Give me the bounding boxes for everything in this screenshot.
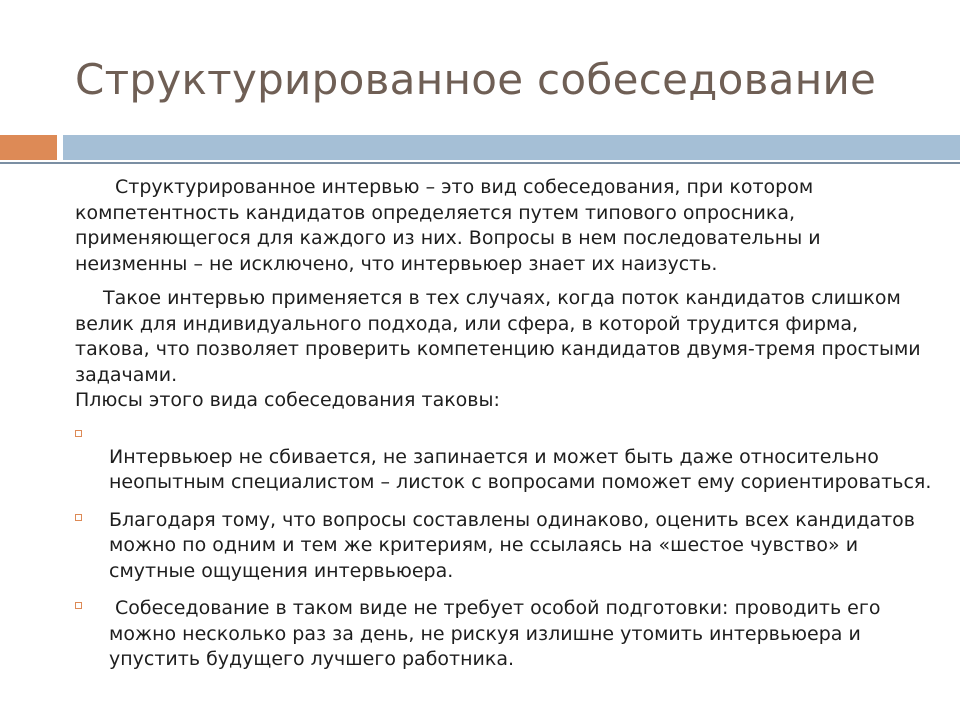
slide-content xyxy=(75,175,935,685)
usage-paragraph: Такое интервью применяется в тех случаях, когда поток кандидатов слишком велик для индивидуального подхода, или сфера, в которой трудится фирма, такова, что позволяет проверить компетенцию кандидатов двумя-тремя простыми задачами. xyxy=(75,287,921,386)
list-item xyxy=(75,424,935,496)
square-bullet-icon xyxy=(75,602,82,609)
square-bullet-icon xyxy=(75,514,82,521)
list-item xyxy=(75,596,935,673)
intro-paragraph: Структурированное интервью – это вид собеседования, при котором компетентность кандидатов определяется путем типового опросника, применяющегося для каждого из них. Вопросы в нем последовательны и неизменны – не исключено, что интервьюер знает их наизусть. xyxy=(75,176,821,275)
title-divider-line xyxy=(0,162,960,164)
list-item-text: Благодаря тому, что вопросы составлены одинаково, оценить всех кандидатов можно по одним и тем же критериям, не ссылаясь на «шестое чувство» и смутные ощущения интервьюера. xyxy=(109,508,915,582)
pluses-heading: Плюсы этого вида собеседования таковы: xyxy=(75,389,500,411)
slide-title: Структурированное собеседование xyxy=(75,55,877,104)
title-accent-bar-blue xyxy=(63,135,960,160)
list-item-text: Интервьюер не сбивается, не запинается и может быть даже относительно неопытным специалистом – листок с вопросами поможет ему сориентироваться. xyxy=(109,445,932,493)
list-item xyxy=(75,508,935,585)
title-accent-bar-orange xyxy=(0,135,57,160)
pluses-list xyxy=(75,424,935,673)
square-bullet-icon xyxy=(75,430,82,437)
list-item-text: Собеседование в таком виде не требует особой подготовки: проводить его можно несколько раз за день, не рискуя излишне утомить интервьюера и упустить будущего лучшего работника. xyxy=(109,597,881,670)
